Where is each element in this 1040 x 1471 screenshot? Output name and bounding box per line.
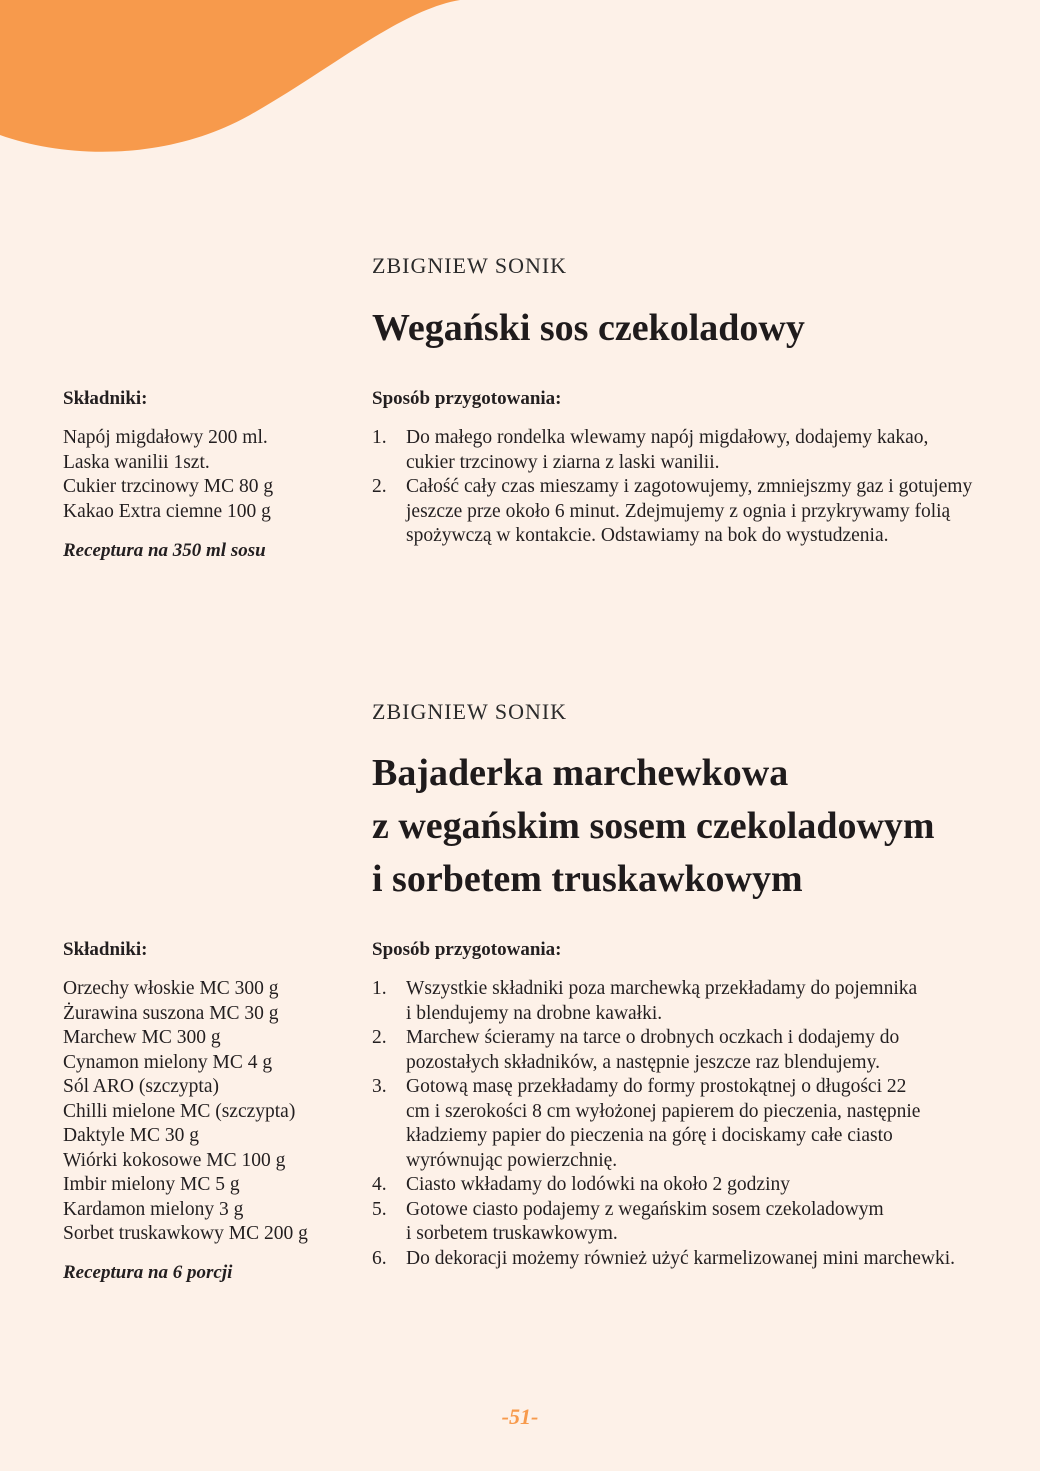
ingredient-item: Daktyle MC 30 g bbox=[63, 1125, 199, 1146]
step-line: i sorbetem truskawkowym. bbox=[406, 1223, 618, 1244]
step-line: jeszcze prze około 6 minut. Zdejmujemy z ognia i przykrywamy folią bbox=[406, 500, 951, 522]
step-line: cukier trzcinowy i ziarna z laski wanilii. bbox=[406, 451, 720, 473]
recipe-2-title-line: z wegańskim sosem czekoladowym bbox=[372, 805, 935, 847]
recipe-2-title-line: i sorbetem truskawkowym bbox=[372, 858, 803, 900]
step-line: wyrównując powierzchnię. bbox=[406, 1149, 618, 1171]
ingredient-item: Sól ARO (szczypta) bbox=[63, 1076, 219, 1097]
step-text bbox=[406, 1198, 982, 1247]
step-line: Do małego rondelka wlewamy napój migdałowy, dodajemy kakao, bbox=[406, 427, 929, 448]
step-text bbox=[406, 426, 982, 475]
decorative-orange-wave bbox=[0, 0, 470, 160]
step-item bbox=[372, 1198, 982, 1247]
step-text bbox=[406, 475, 982, 549]
ingredient-item: Orzechy włoskie MC 300 g bbox=[63, 978, 279, 999]
step-item bbox=[372, 977, 982, 1026]
step-number: 5. bbox=[372, 1198, 387, 1220]
step-item bbox=[372, 426, 982, 475]
recipe-2-steps-list bbox=[372, 977, 982, 1271]
recipe-2-ingredients-label: Składniki: bbox=[63, 939, 148, 960]
step-text bbox=[406, 977, 982, 1026]
ingredient-item: Imbir mielony MC 5 g bbox=[63, 1174, 240, 1195]
ingredient-item: Cynamon mielony MC 4 g bbox=[63, 1051, 273, 1073]
step-line: Marchew ścieramy na tarce o drobnych oczkach i dodajemy do bbox=[406, 1027, 900, 1048]
recipe-2-ingredients-list bbox=[63, 977, 308, 1247]
recipe-1-title bbox=[372, 302, 805, 355]
step-line: Ciasto wkładamy do lodówki na około 2 godziny bbox=[406, 1174, 791, 1195]
step-line: i blendujemy na drobne kawałki. bbox=[406, 1002, 663, 1024]
recipe-1-ingredients-label: Składniki: bbox=[63, 388, 148, 409]
step-number: 6. bbox=[372, 1247, 387, 1269]
step-line: cm i szerokości 8 cm wyłożonej papierem do pieczenia, następnie bbox=[406, 1100, 921, 1122]
recipe-1-method-label: Sposób przygotowania: bbox=[372, 388, 562, 409]
step-line: Do dekoracji możemy również użyć karmelizowanej mini marchewki. bbox=[406, 1247, 956, 1269]
step-text bbox=[406, 1247, 982, 1272]
step-text bbox=[406, 1173, 982, 1198]
step-number: 3. bbox=[372, 1076, 387, 1097]
page-number: -51- bbox=[501, 1404, 539, 1429]
recipe-1-yield: Receptura na 350 ml sosu bbox=[63, 540, 266, 561]
ingredient-item: Wiórki kokosowe MC 100 g bbox=[63, 1149, 286, 1171]
ingredient-item: Cukier trzcinowy MC 80 g bbox=[63, 476, 274, 497]
ingredient-item: Kardamon mielony 3 g bbox=[63, 1198, 244, 1220]
ingredient-item: Sorbet truskawkowy MC 200 g bbox=[63, 1223, 308, 1244]
ingredient-item: Marchew MC 300 g bbox=[63, 1027, 221, 1048]
step-item bbox=[372, 1075, 982, 1173]
step-number: 2. bbox=[372, 1027, 387, 1048]
ingredient-item: Laska wanilii 1szt. bbox=[63, 451, 210, 473]
step-number: 2. bbox=[372, 476, 387, 497]
step-item bbox=[372, 1247, 982, 1272]
ingredient-item: Chilli mielone MC (szczypta) bbox=[63, 1100, 296, 1122]
step-number: 1. bbox=[372, 427, 387, 448]
step-line: pozostałych składników, a następnie jeszcze raz blendujemy. bbox=[406, 1051, 880, 1073]
recipe-2-title bbox=[372, 747, 935, 906]
recipe-1-title-line: Wegański sos czekoladowy bbox=[372, 307, 805, 349]
step-line: spożywczą w kontakcie. Odstawiamy na bok do wystudzenia. bbox=[406, 525, 889, 546]
step-number: 4. bbox=[372, 1174, 387, 1195]
recipe-1-author: ZBIGNIEW SONIK bbox=[372, 253, 568, 278]
ingredient-item: Żurawina suszona MC 30 g bbox=[63, 1002, 279, 1024]
recipe-1-ingredients-list bbox=[63, 426, 273, 524]
step-line: Całość cały czas mieszamy i zagotowujemy, zmniejszmy gaz i gotujemy bbox=[406, 476, 973, 497]
step-text bbox=[406, 1026, 982, 1075]
step-line: Gotową masę przekładamy do formy prostokątnej o długości 22 bbox=[406, 1076, 907, 1097]
step-line: Wszystkie składniki poza marchewką przekładamy do pojemnika bbox=[406, 978, 918, 999]
step-text bbox=[406, 1075, 982, 1173]
recipe-2-method-label: Sposób przygotowania: bbox=[372, 939, 562, 960]
ingredient-item: Kakao Extra ciemne 100 g bbox=[63, 500, 271, 522]
recipe-2-author: ZBIGNIEW SONIK bbox=[372, 699, 568, 724]
step-line: kładziemy papier do pieczenia na górę i dociskamy całe ciasto bbox=[406, 1125, 893, 1146]
step-item bbox=[372, 1173, 982, 1198]
recipe-2-title-line: Bajaderka marchewkowa bbox=[372, 752, 789, 794]
step-item bbox=[372, 475, 982, 549]
step-number: 1. bbox=[372, 978, 387, 999]
ingredient-item: Napój migdałowy 200 ml. bbox=[63, 427, 268, 448]
recipe-2-yield: Receptura na 6 porcji bbox=[63, 1262, 233, 1283]
recipe-1-steps-list bbox=[372, 426, 982, 549]
step-line: Gotowe ciasto podajemy z wegańskim sosem czekoladowym bbox=[406, 1198, 884, 1220]
step-item bbox=[372, 1026, 982, 1075]
